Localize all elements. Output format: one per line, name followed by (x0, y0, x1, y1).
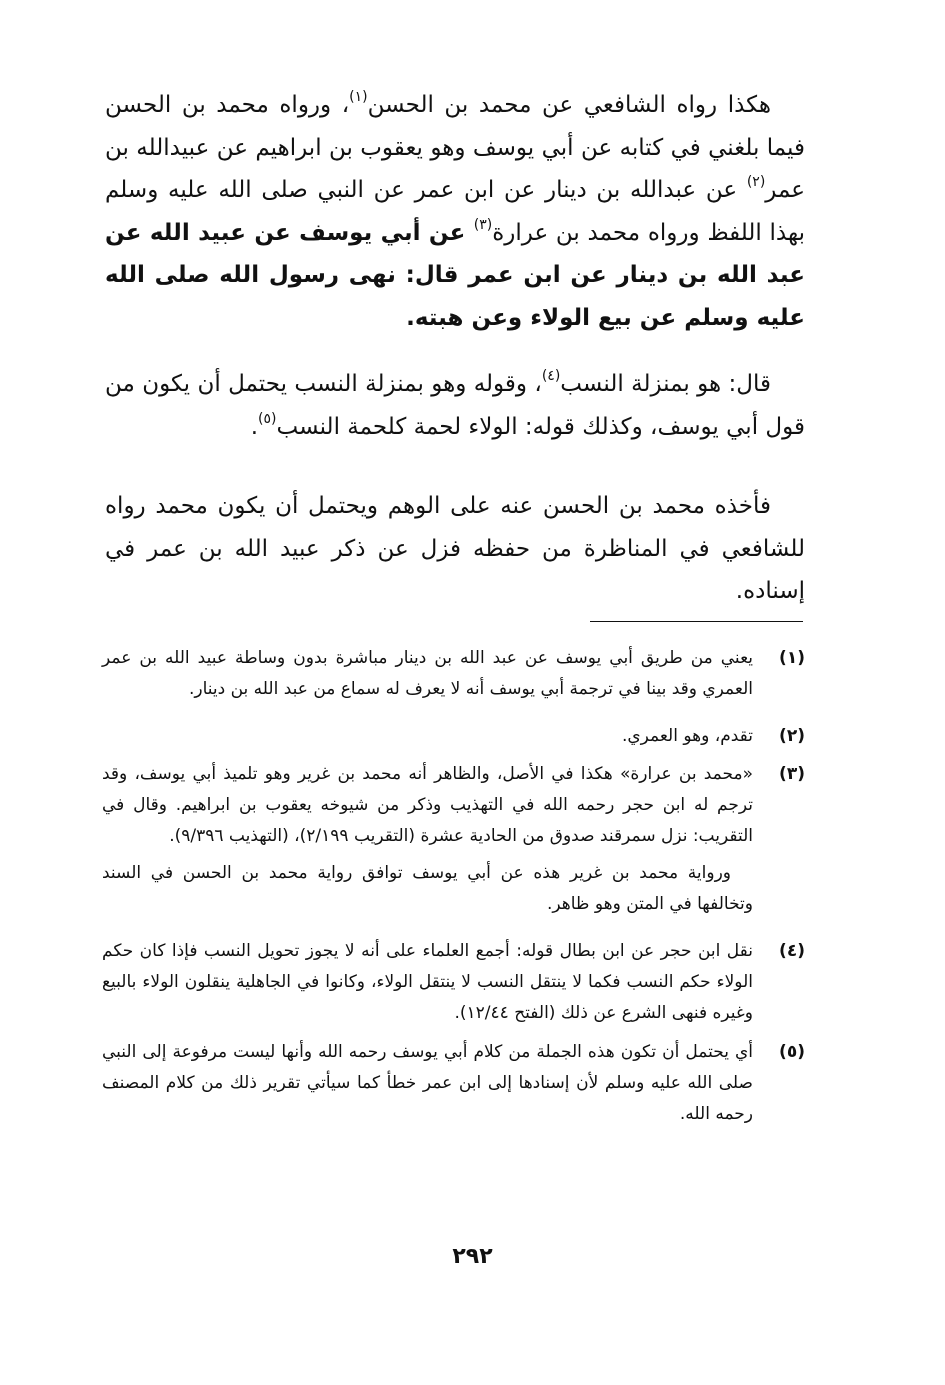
page-number: ٢٩٢ (452, 1244, 493, 1269)
footnote-1-text: يعني من طريق أبي يوسف عن عبد الله بن دينار مباشرة بدون وساطة عبيد الله بن عمر العمري وقد بينا في ترجمة أبي يوسف أنه لا يعرف له سماع من عبد الله بن دينار. (102, 648, 753, 699)
footnote-ref-4: (٤) (541, 368, 561, 385)
footnotes (102, 643, 805, 1130)
paragraph-1-part-c: عن عبدالله بن دينار عن ابن عمر عن النبي صلى الله عليه وسلم بهذا اللفظ ورواه محمد بن عرارة (105, 177, 806, 246)
footnote-1 (102, 643, 805, 705)
footnote-1-number: (١) (779, 648, 805, 668)
footnote-ref-3: (٣) (473, 216, 493, 233)
footnote-ref-5: (٥) (258, 410, 277, 427)
footnote-2-text: تقدم، وهو العمري. (621, 726, 753, 746)
paragraph-1-part-b: ، ورواه محمد بن الحسن فيما بلغني في كتابه عن أبي يوسف وهو يعقوب بن ابراهيم عن عبيدالله بن عمر (105, 92, 805, 203)
paragraph-2-part-b: ، وقوله وهو بمنزلة النسب يحتمل أن يكون من قول أبي يوسف، وكذلك قوله: الولاء لحمة كلحمة النسب (105, 371, 805, 440)
footnote-4 (102, 936, 805, 1029)
paragraph-3-text: فأخذه محمد بن الحسن عنه على الوهم ويحتمل أن يكون محمد رواه للشافعي في المناظرة من حفظه فزل عن ذكر عبيد الله بن عمر في إسناده. (105, 493, 805, 604)
footnote-2-number: (٢) (779, 726, 805, 746)
footnote-5-number: (٥) (779, 1042, 805, 1062)
paragraph-1-part-a: هكذا رواه الشافعي عن محمد بن الحسن (367, 92, 771, 118)
footnote-4-number: (٤) (779, 941, 805, 961)
footnote-ref-1: (١) (349, 89, 368, 106)
footnote-separator (590, 621, 803, 622)
paragraph-3 (105, 485, 805, 613)
paragraph-2-part-a: قال: هو بمنزلة النسب (560, 371, 771, 397)
footnote-4-text: نقل ابن حجر عن ابن بطال قوله: أجمع العلماء على أنه لا يجوز تحويل النسب فإذا كان حكم الولاء حكم النسب فكما لا ينتقل النسب لا ينتقل الولاء، وكانوا في الجاهلية ينقلون الولاء بالبيع وغيره فنهى الشرع عن ذلك (الفتح ١٢/٤٤). (102, 941, 753, 1023)
paragraph-2 (105, 363, 805, 448)
footnote-3-text-continued: ورواية محمد بن غرير هذه عن أبي يوسف توافق رواية محمد بن الحسن في السند وتخالفها في المتن وهو ظاهر. (102, 863, 753, 914)
footnote-3-text: «محمد بن عرارة» هكذا في الأصل، والظاهر أنه محمد بن غرير وهو تلميذ أبي يوسف، وقد ترجم له ابن حجر رحمه الله في التهذيب وذكر من شيوخه يعقوب بن ابراهيم. وقال في التقريب: نزل سمرقند صدوق من الحادية عشرة (التقريب ٢/١٩٩)، (التهذيب ٩/٣٩٦). (102, 764, 753, 846)
footnote-5-text: أي يحتمل أن تكون هذه الجملة من كلام أبي يوسف رحمه الله وأنها ليست مرفوعة إلى النبي صلى الله عليه وسلم لأن إسنادها إلى ابن عمر خطأ كما سيأتي تقرير ذلك من كلام المصنف رحمه الله. (102, 1042, 753, 1124)
paragraph-1-part-d: عن أبي يوسف عن عبيد الله عن عبد الله بن دينار عن ابن عمر قال: نهى رسول الله صلى الله عليه وسلم عن بيع الولاء وعن هبته. (105, 219, 805, 331)
footnote-3 (102, 759, 805, 920)
paragraph-2-part-c: . (250, 413, 259, 440)
footnote-2 (102, 721, 805, 752)
main-text (105, 84, 805, 613)
paragraph-1 (105, 84, 805, 339)
footnote-ref-2: (٢) (746, 174, 766, 191)
footnote-5 (102, 1037, 805, 1130)
footnote-3-number: (٣) (779, 764, 805, 784)
